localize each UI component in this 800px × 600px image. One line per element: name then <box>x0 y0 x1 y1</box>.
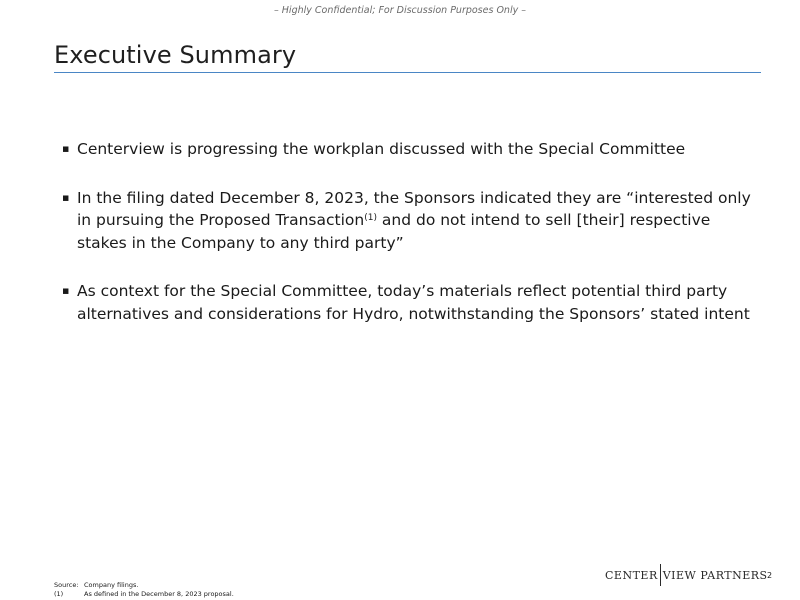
bullet-text-part: In the filing dated December 8, 2023, the Sponsors indicated they are “interested only in pursuing the Proposed Transaction <box>77 188 751 229</box>
footnote-text: Company filings. <box>84 581 139 589</box>
centerview-partners-logo <box>605 564 768 586</box>
bullet-item-3 <box>62 280 762 325</box>
title-divider <box>54 72 761 73</box>
logo-divider <box>660 564 661 586</box>
bullet-text <box>77 189 751 252</box>
footnote-1 <box>54 590 234 599</box>
bullet-list <box>62 138 762 351</box>
footnote-text: As defined in the December 8, 2023 proposal. <box>84 590 234 598</box>
page-number: 2 <box>767 571 773 580</box>
page-title: Executive Summary <box>54 41 297 69</box>
bullet-marker-icon: ▪ <box>62 284 70 297</box>
bullet-marker-icon: ▪ <box>62 142 70 155</box>
bullet-item-1 <box>62 138 762 161</box>
footnote-source <box>54 581 234 590</box>
bullet-text: As context for the Special Committee, today’s materials reflect potential third party alternatives and considerations for Hydro, notwithstanding the Sponsors’ stated intent <box>77 282 750 323</box>
bullet-item-2 <box>62 187 762 255</box>
bullet-text: Centerview is progressing the workplan discussed with the Special Committee <box>77 140 686 158</box>
bullet-marker-icon: ▪ <box>62 190 70 204</box>
footnote-key: Source: <box>54 581 79 589</box>
confidentiality-notice: – Highly Confidential; For Discussion Purposes Only – <box>274 5 526 16</box>
bullet-text-part: and do not intend to sell [their] respective stakes in the Company to any third party” <box>77 211 711 252</box>
logo-text-right: VIEW PARTNERS <box>662 568 768 582</box>
footnotes <box>54 581 234 599</box>
footnote-reference: (1) <box>364 213 377 223</box>
footnote-key: (1) <box>54 590 64 598</box>
logo-text-left: CENTER <box>605 568 658 582</box>
